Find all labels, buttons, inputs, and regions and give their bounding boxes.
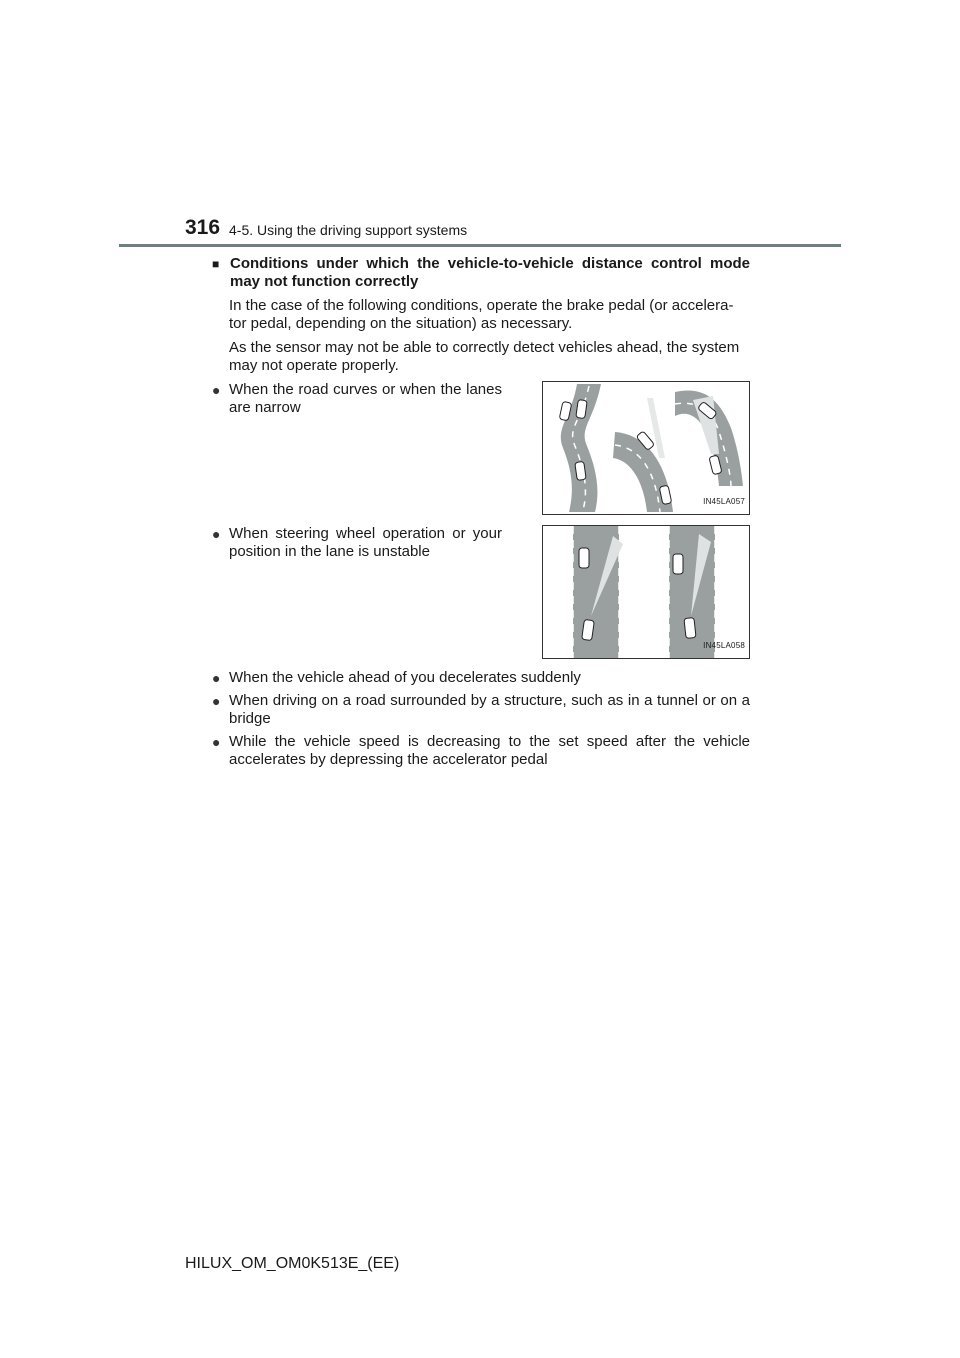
condition-list xyxy=(212,669,750,769)
subsection-heading xyxy=(212,255,750,291)
main-content xyxy=(212,255,750,769)
figure-item xyxy=(212,381,750,515)
list-item: ● When the road curves or when the lanes are narrow xyxy=(212,381,502,515)
page-number: 316 xyxy=(185,216,221,239)
bullet-icon: ● xyxy=(212,526,221,542)
header-rule xyxy=(119,244,841,247)
square-bullet-icon: ■ xyxy=(212,257,220,271)
intro-paragraph: As the sensor may not be able to correctly detect vehicles ahead, the system may not operate properly. xyxy=(229,339,740,374)
bullet-icon: ● xyxy=(212,693,221,709)
figure-code: IN45LA057 xyxy=(703,497,745,506)
document-code: HILUX_OM_OM0K513E_(EE) xyxy=(185,1255,400,1272)
heading-text: Conditions under which the vehicle-to-vehicle distance control mode may not function correctly xyxy=(230,255,750,290)
list-item: ● When the vehicle ahead of you decelerates suddenly xyxy=(212,669,581,686)
intro-paragraph: In the case of the following conditions, operate the brake pedal (or accelera-tor pedal, depending on the situation) as necessary. xyxy=(229,297,734,332)
bullet-icon: ● xyxy=(212,670,221,686)
bullet-icon: ● xyxy=(212,382,221,398)
list-item: ● While the vehicle speed is decreasing to the set speed after the vehicle accelerates by depressing the accelerator pedal xyxy=(212,733,750,768)
figure-item xyxy=(212,525,750,659)
bullet-icon: ● xyxy=(212,734,221,750)
list-item: ● When steering wheel operation or your position in the lane is unstable xyxy=(212,525,502,659)
curved-road-illustration xyxy=(542,381,750,515)
figure-code: IN45LA058 xyxy=(703,641,745,650)
straight-lane-illustration xyxy=(542,525,750,659)
list-item: ● When driving on a road surrounded by a structure, such as in a tunnel or on a bridge xyxy=(212,692,750,727)
section-title: 4-5. Using the driving support systems xyxy=(229,222,468,238)
